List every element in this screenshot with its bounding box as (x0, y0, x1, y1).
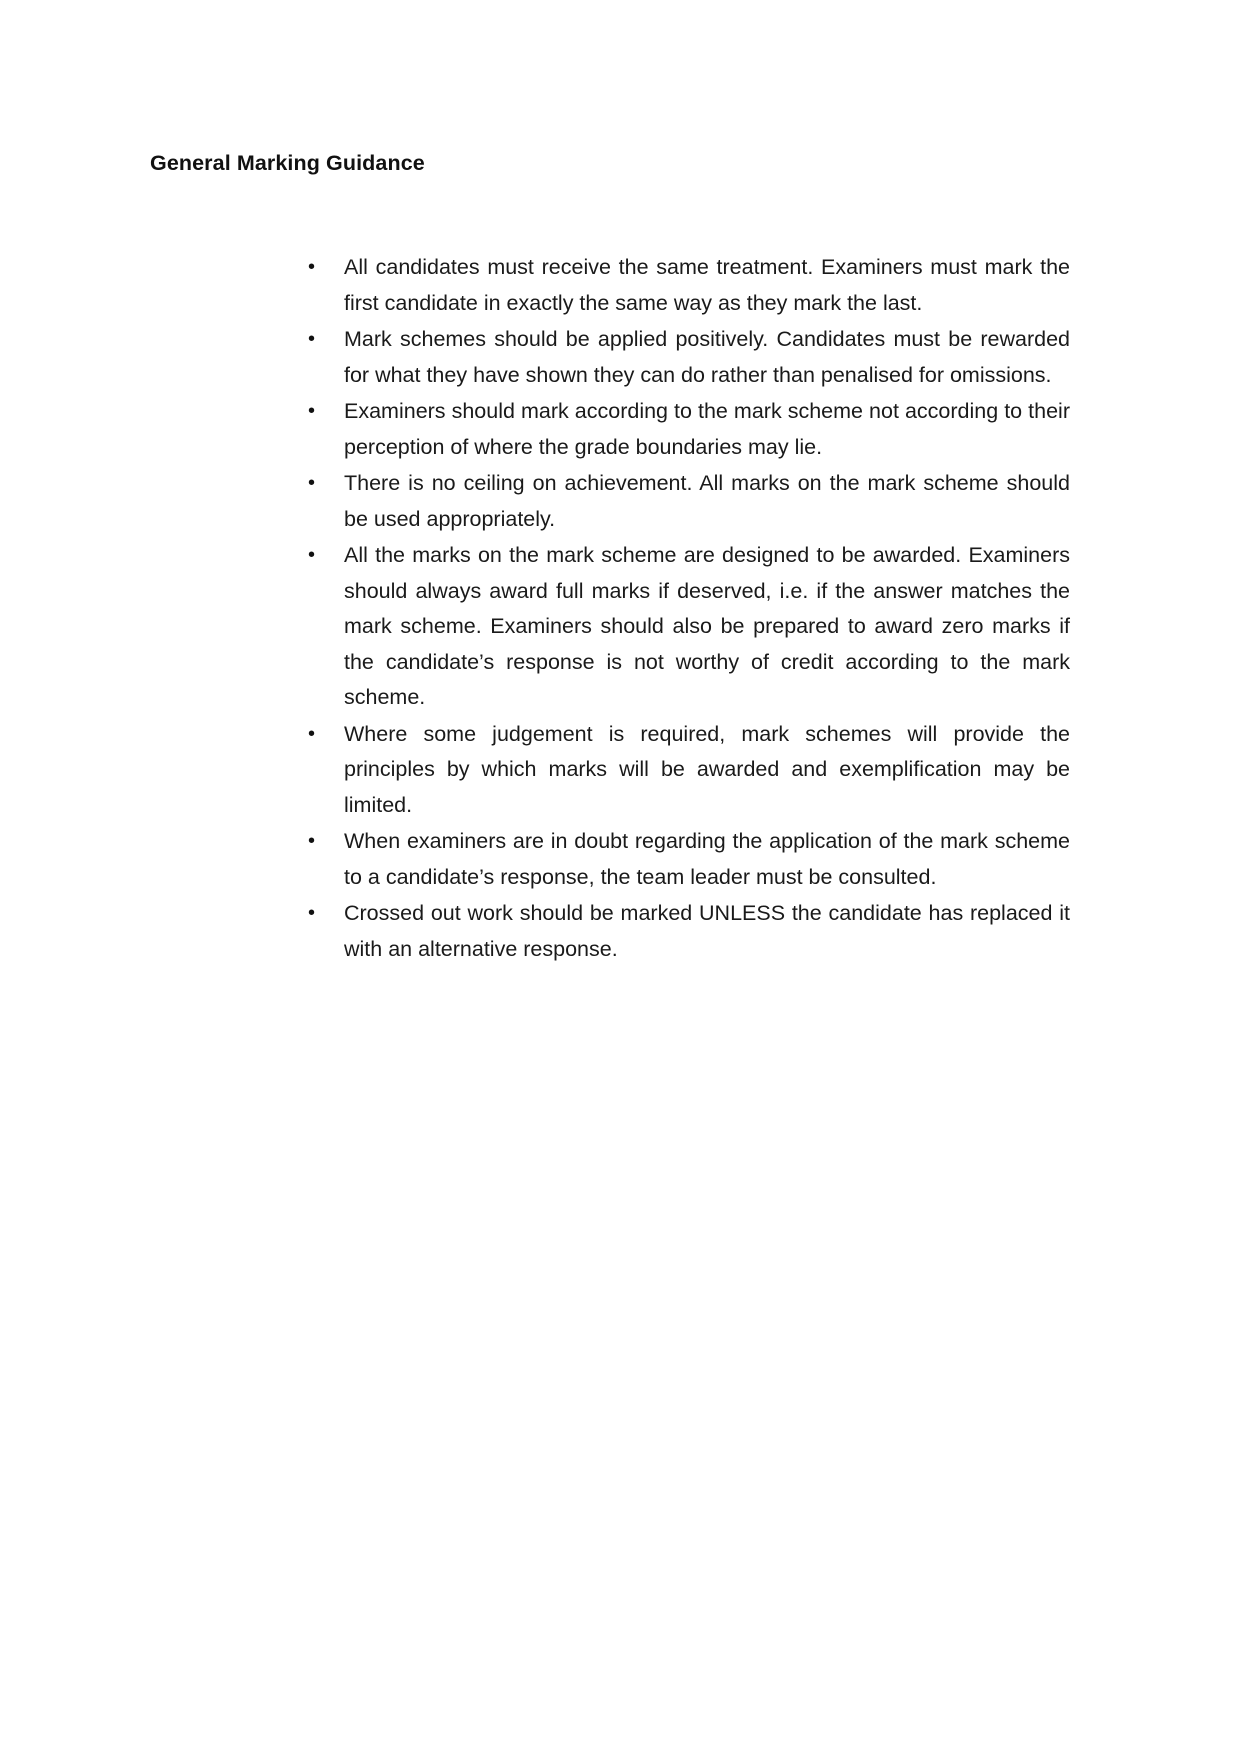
list-item-text: Where some judgement is required, mark schemes will provide the principles by which marks will be awarded and exemplification may be limited. (344, 721, 1070, 817)
list-item-text: There is no ceiling on achievement. All marks on the mark scheme should be used appropriately. (344, 471, 1070, 531)
bullet-icon: • (308, 830, 316, 852)
list-item-text: Mark schemes should be applied positively. Candidates must be rewarded for what they have shown they can do rather than penalised for omissions. (344, 327, 1070, 387)
list-item (300, 717, 1070, 824)
guidance-list (300, 250, 1070, 968)
bullet-icon: • (308, 544, 316, 566)
list-item-text: When examiners are in doubt regarding the application of the mark scheme to a candidate’s response, the team leader must be consulted. (344, 829, 1070, 889)
list-item (300, 824, 1070, 895)
list-item-text: Crossed out work should be marked UNLESS the candidate has replaced it with an alternative response. (344, 901, 1070, 961)
bullet-icon: • (308, 902, 316, 924)
list-item (300, 466, 1070, 537)
list-item-text: Examiners should mark according to the mark scheme not according to their perception of where the grade boundaries may lie. (344, 399, 1070, 459)
list-item (300, 896, 1070, 967)
list-item-text: All candidates must receive the same treatment. Examiners must mark the first candidate in exactly the same way as they mark the last. (344, 255, 1070, 315)
bullet-icon: • (308, 400, 316, 422)
list-item (300, 538, 1070, 716)
bullet-icon: • (308, 472, 316, 494)
bullet-icon: • (308, 722, 316, 745)
page-heading: General Marking Guidance (150, 151, 425, 175)
list-item-text: All the marks on the mark scheme are designed to be awarded. Examiners should always award full marks if deserved, i.e. if the answer matches the mark scheme. Examiners should also be prepared to award zero marks if the candidate’s response is not worthy of credit according to the mark scheme. (344, 543, 1070, 709)
list-item (300, 394, 1070, 465)
bullet-icon: • (308, 328, 316, 350)
list-item (300, 322, 1070, 393)
list-item (300, 250, 1070, 321)
bullet-icon: • (308, 256, 316, 278)
